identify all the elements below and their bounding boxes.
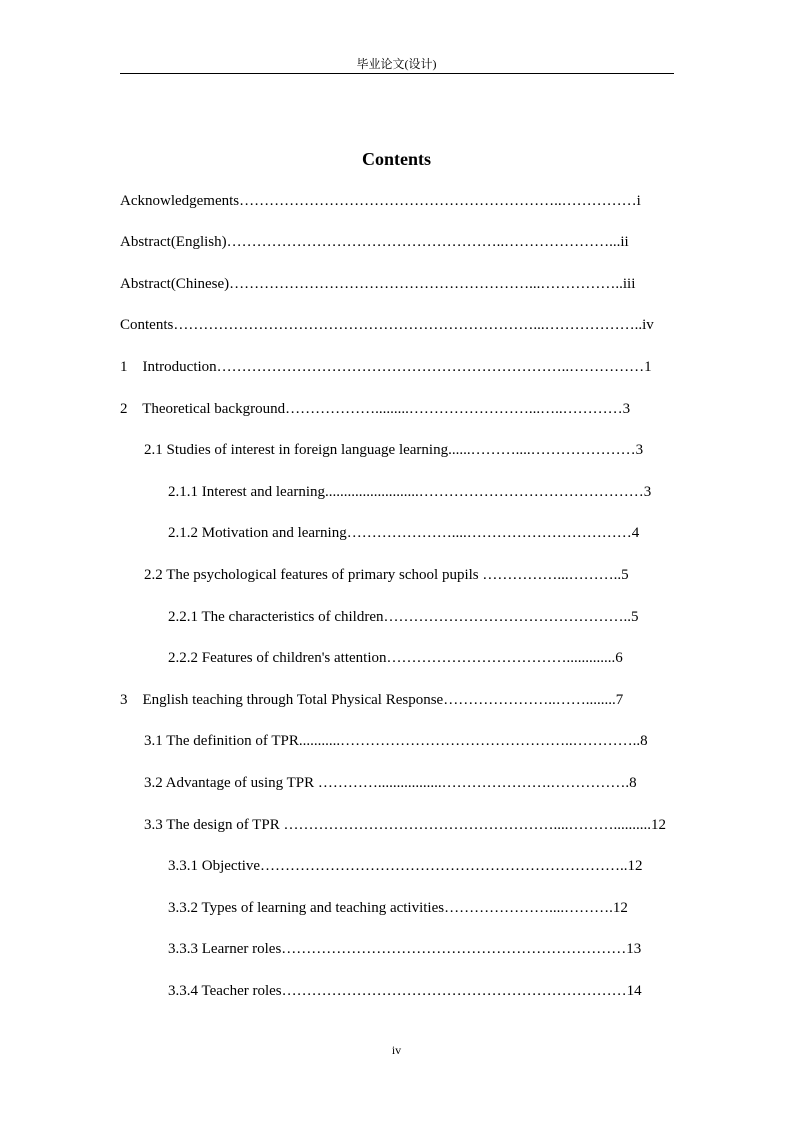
- toc-entry-text: 3.3.4 Teacher roles……………………………………………………………14: [168, 983, 642, 999]
- toc-entry-acknowledgements[interactable]: [120, 191, 660, 211]
- toc-entry-text: 3.3.3 Learner roles……………………………………………………………13: [168, 941, 642, 957]
- toc-entry-abstract-english[interactable]: [120, 232, 664, 252]
- toc-entry-2-1-2[interactable]: [168, 523, 672, 543]
- toc-entry-2-1-1[interactable]: [168, 482, 674, 502]
- toc-entry-text: 3 English teaching through Total Physical Response…………………..……........7: [120, 692, 624, 708]
- toc-entry-3-1[interactable]: [144, 731, 670, 751]
- toc-entry-text: 2.2.2 Features of children's attention……………………………….............6: [168, 650, 623, 666]
- toc-entry-3-3-4[interactable]: [168, 981, 674, 1001]
- toc-entry-1-introduction[interactable]: [120, 357, 672, 377]
- toc-entry-text: 3.3.1 Objective………………………………………………………………..12: [168, 858, 643, 874]
- toc-title: Contents: [361, 149, 431, 169]
- toc-entry-3-3-3[interactable]: [168, 939, 674, 959]
- running-header: 毕业论文(设计): [356, 57, 437, 71]
- toc-entry-2-2-2[interactable]: [168, 648, 674, 668]
- toc-entry-text: 2.1.1 Interest and learning.........................………………………………………3: [168, 484, 652, 500]
- toc-entry-3-3-1[interactable]: [168, 856, 672, 876]
- toc-entry-text: 2.1 Studies of interest in foreign language learning......………....…………………3: [144, 442, 644, 458]
- toc-entry-contents[interactable]: [120, 315, 670, 335]
- toc-entry-2-theoretical-background[interactable]: [120, 399, 674, 419]
- toc-entry-text: 3.1 The definition of TPR...........………………………………………..…………..8: [144, 733, 648, 749]
- toc-entry-3-3[interactable]: [144, 815, 674, 835]
- page-number: iv: [391, 1043, 402, 1057]
- toc-entry-text: 2 Theoretical background……………….........……………………...…..…………3: [120, 401, 631, 417]
- header-rule: [120, 73, 674, 74]
- toc-entry-2-1[interactable]: [144, 440, 674, 460]
- toc-entry-3-3-2[interactable]: [168, 898, 672, 918]
- toc-entry-text: Contents………………………………………………………………...………………..iv: [120, 317, 654, 333]
- toc-entry-text: 2.2.1 The characteristics of children…………………………………………..5: [168, 609, 639, 625]
- toc-entry-abstract-chinese[interactable]: [120, 274, 666, 294]
- toc-entry-text: Abstract(Chinese)……………………………………………………...……………..iii: [120, 276, 636, 292]
- toc-entry-text: 1 Introduction……………………………………………………………..……………1: [120, 359, 652, 375]
- toc-entry-3-english-teaching-tpr[interactable]: [120, 690, 672, 710]
- toc-entry-text: 2.2 The psychological features of primary school pupils ……………...………..5: [144, 567, 629, 583]
- toc-entry-text: 3.3 The design of TPR ………………………………………………....………..........12: [144, 817, 666, 833]
- toc-entry-text: 2.1.2 Motivation and learning…………………....……………………………4: [168, 525, 640, 541]
- toc-entry-text: 3.3.2 Types of learning and teaching activities…………………....……….12: [168, 900, 628, 916]
- toc-entry-text: Abstract(English)………………………………………………..…………………...ii: [120, 234, 629, 250]
- toc-entry-2-2-1[interactable]: [168, 607, 672, 627]
- toc-entry-text: 3.2 Advantage of using TPR ………….................………………….…………….8: [144, 775, 637, 791]
- toc-entry-3-2[interactable]: [144, 773, 670, 793]
- toc-entry-text: Acknowledgements………………………………………………………..……………i: [120, 193, 641, 209]
- toc-entry-2-2[interactable]: [144, 565, 674, 585]
